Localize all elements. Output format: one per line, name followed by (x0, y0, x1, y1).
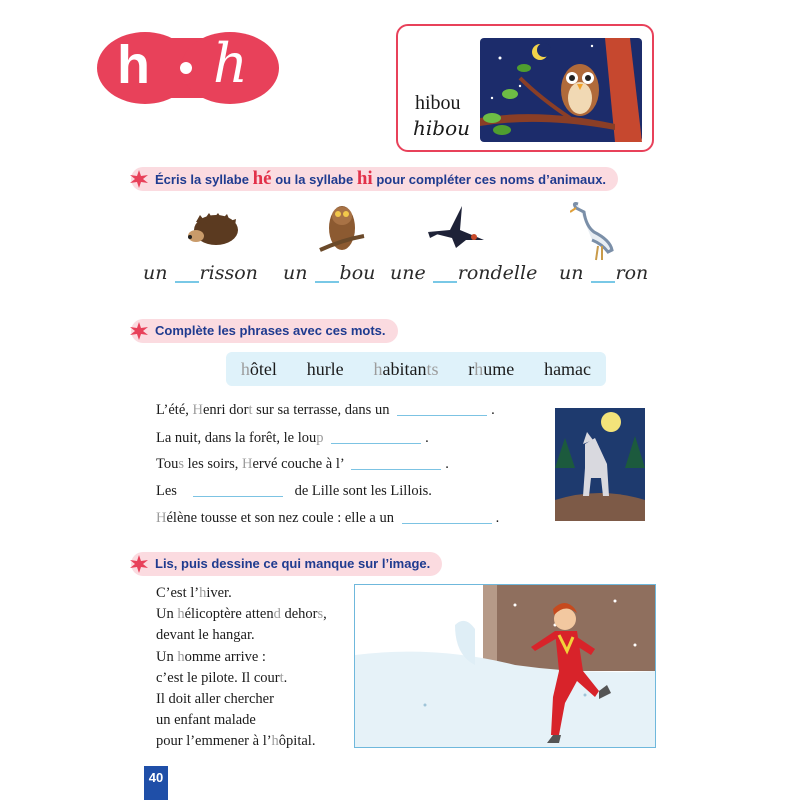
drawing-area[interactable] (354, 584, 656, 748)
sentence-3: Tous les soirs, Hervé couche à l’ . (156, 456, 449, 472)
article: un (143, 262, 168, 284)
answer-line[interactable] (351, 457, 441, 470)
word-bank-item: habitants (373, 358, 439, 379)
instruction-text: Lis, puis dessine ce qui manque sur l’image. (155, 556, 431, 571)
word-bank-item: hurle (306, 358, 344, 379)
article: un (283, 262, 308, 284)
heron-image (570, 200, 618, 262)
story-line: un enfant malade (156, 712, 256, 729)
reference-word-cursive: hibou (413, 116, 471, 140)
star-bullet-icon (129, 554, 149, 574)
star-bullet-icon (129, 321, 149, 341)
instruction-text: Complète les phrases avec ces mots. (155, 323, 386, 338)
story-line: c’est le pilote. Il court. (156, 669, 288, 686)
word-ending: ron (615, 262, 649, 284)
reference-word-box (396, 24, 654, 152)
winter-scene-illustration (355, 585, 656, 748)
fill-item-owl (283, 262, 375, 284)
exercise-1-instruction (131, 167, 618, 191)
article: une (390, 262, 426, 284)
fill-item-heron (559, 262, 648, 284)
word-ending: bou (339, 262, 376, 284)
exercise-2-instruction (131, 319, 398, 343)
answer-line[interactable] (397, 403, 487, 416)
word-bank-item: hôtel (240, 358, 277, 379)
badge-dot (180, 62, 192, 74)
wolf-illustration (555, 408, 645, 521)
sentence-5: Hélène tousse et son nez coule : elle a un . (156, 510, 500, 526)
instruction-text: pour compléter ces noms d’animaux. (372, 172, 607, 187)
sentence-1: L’été, Henri dort sur sa terrasse, dans un . (156, 402, 495, 418)
fill-item-hedgehog (143, 262, 258, 284)
instruction-text: ou la syllabe (271, 172, 357, 187)
article: un (559, 262, 584, 284)
letter-cursive: h (213, 32, 248, 95)
story-line: Il doit aller chercher (156, 691, 274, 708)
word-ending: rondelle (457, 262, 538, 284)
story-line: C’est l’hiver. (156, 585, 232, 601)
answer-blank[interactable] (591, 281, 615, 283)
reference-word-print: hibou (415, 92, 461, 114)
word-bank (226, 352, 606, 386)
sentence-4: Les de Lille sont les Lillois. (156, 483, 432, 499)
star-bullet-icon (129, 169, 149, 189)
word-bank-item: hamac (544, 358, 592, 379)
answer-blank[interactable] (175, 281, 199, 283)
story-line: Un hélicoptère attend dehors, (156, 606, 327, 623)
letter-badge (97, 32, 279, 104)
story-line: pour l’emmener à l’hôpital. (156, 733, 316, 750)
answer-blank[interactable] (433, 281, 457, 283)
word-ending: risson (199, 262, 258, 284)
syllable-he: hé (252, 168, 272, 189)
fill-item-swallow (390, 262, 537, 284)
answer-line[interactable] (193, 484, 283, 497)
syllable-hi: hi (356, 168, 373, 189)
story-line: devant le hangar. (156, 627, 255, 644)
answer-line[interactable] (331, 431, 421, 444)
owl-illustration (480, 38, 642, 142)
answer-blank[interactable] (315, 281, 339, 283)
swallow-image (426, 204, 488, 250)
story-line: Un homme arrive : (156, 648, 266, 665)
letter-print: h (117, 35, 150, 95)
story-text (156, 583, 327, 753)
owl-small-image (314, 200, 368, 260)
exercise-3-instruction (131, 552, 442, 576)
answer-line[interactable] (402, 511, 492, 524)
instruction-text: Écris la syllabe (155, 172, 253, 187)
word-bank-item: rhume (468, 358, 515, 379)
page-number: 40 (144, 766, 168, 800)
hedgehog-image (186, 212, 240, 248)
sentence-2: La nuit, dans la forêt, le loup . (156, 430, 429, 446)
